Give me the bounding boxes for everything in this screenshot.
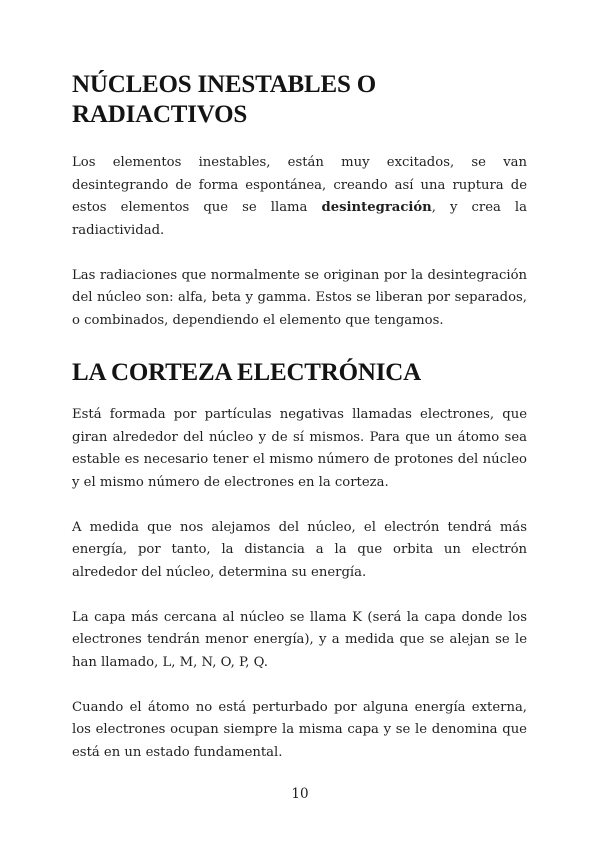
paragraph-energia: A medida que nos alejamos del núcleo, el electrón tendrá más energía, por tanto, la distancia a la que orbita un electrón alrededor del núcleo, determina su energía. [72,519,527,580]
paragraph-radiaciones: Las radiaciones que normalmente se originan por la desintegración del núcleo son: alfa, beta y gamma. Estos se liberan por separados, o combinados, dependiendo el elemento que tengamos. [72,267,527,328]
paragraph-text: , y crea la radiactividad. [72,200,527,238]
page-content [72,70,527,764]
section-title-corteza: LA CORTEZA ELECTRÓNICA [72,359,421,386]
paragraph-capas: La capa más cercana al núcleo se llama K (será la capa donde los electrones tendrán menor energía), y a medida que se alejan se le han llamado, L, M, N, O, P, Q. [72,609,527,670]
page-number: 10 [291,786,309,802]
bold-term-desintegracion: desintegración [321,200,432,215]
section-title-nucleos: NÚCLEOS INESTABLES O RADIACTIVOS [72,71,376,128]
paragraph-estado-fundamental: Cuando el átomo no está perturbado por alguna energía externa, los electrones ocupan siempre la misma capa y se le denomina que está en un estado fundamental. [72,699,527,760]
paragraph-desintegracion [72,152,527,242]
paragraph-text: Los elementos inestables, están muy excitados, se van desintegrando de forma espontánea, creando así una ruptura de estos elementos que se llama [72,155,527,215]
paragraph-electrones: Está formada por partículas negativas llamadas electrones, que giran alrededor del núcleo y de sí mismos. Para que un átomo sea estable es necesario tener el mismo número de protones del núcleo y el mismo número de electrones en la corteza. [72,407,527,490]
